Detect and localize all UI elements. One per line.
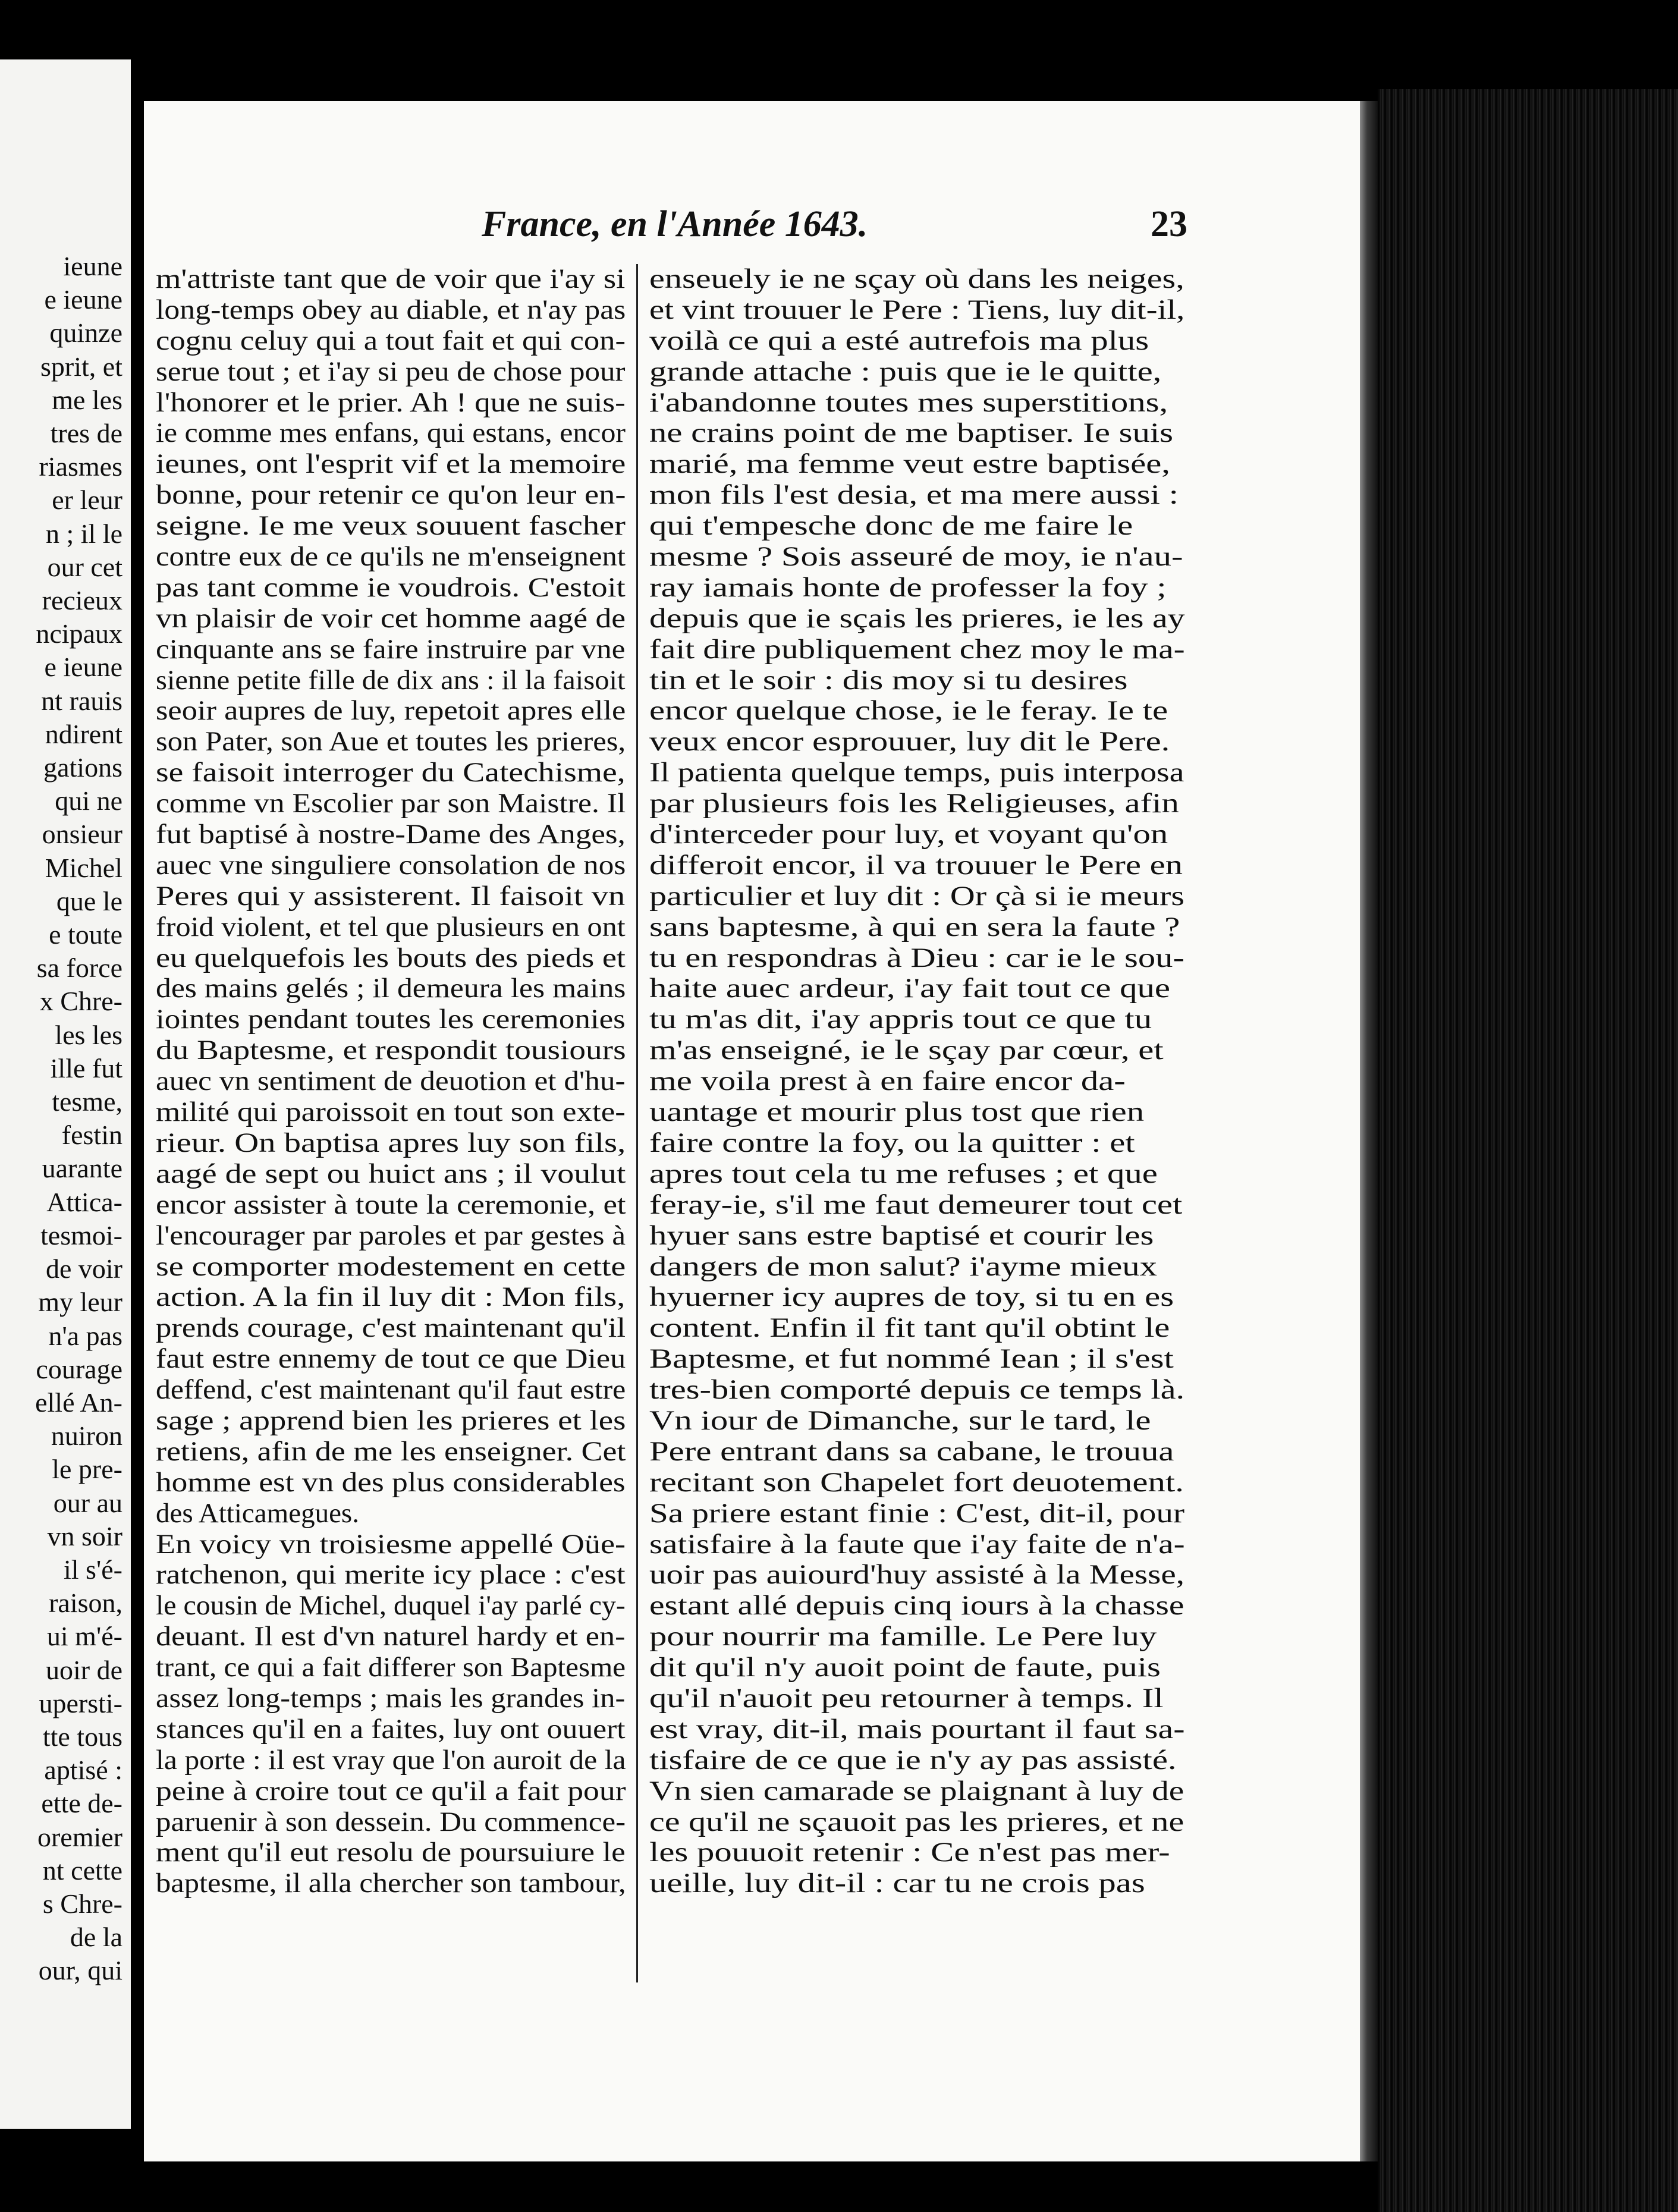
book-gutter <box>131 0 144 2212</box>
text-line: long-temps obey au diable, et n'ay pas <box>156 294 626 325</box>
text-line: faire contre la foy, ou la quitter : et <box>649 1127 1135 1158</box>
text-line: uoir pas auiourd'huy assisté à la Messe, <box>649 1560 1184 1591</box>
text-line: retiens, afin de me les enseigner. Cet <box>156 1436 626 1467</box>
text-line: recieux <box>42 585 122 616</box>
text-line: uantage et mourir plus tost que rien <box>649 1097 1145 1128</box>
text-line: grande attache : puis que ie le quitte, <box>649 356 1162 387</box>
text-line: veux encor esprouuer, luy dit le Pere. <box>649 727 1170 758</box>
text-line: aptisé : <box>44 1755 122 1786</box>
text-line: haite auec ardeur, i'ay fait tout ce que <box>649 973 1170 1004</box>
text-line: les les <box>55 1019 122 1050</box>
text-line: ueille, luy dit-il : car tu ne crois pas <box>649 1868 1145 1899</box>
text-line: Pere entrant dans sa cabane, le trouua <box>649 1436 1174 1467</box>
text-line: des mains gelés ; il demeura les mains <box>156 973 626 1004</box>
text-line: ette de- <box>41 1788 122 1819</box>
text-line: de voir <box>45 1253 122 1284</box>
text-line: qui t'empesche donc de me faire le <box>649 511 1133 542</box>
text-line: i'abandonne toutes mes superstitions, <box>649 387 1168 418</box>
text-line: ncipaux <box>36 618 122 649</box>
text-line: par plusieurs fois les Religieuses, afin <box>649 788 1179 819</box>
text-column-right <box>649 264 1184 1899</box>
text-line: peine à croire tout ce qu'il a fait pour <box>156 1776 626 1806</box>
text-line: deuant. Il est d'vn naturel hardy et en- <box>156 1622 626 1652</box>
text-line: encor quelque chose, ie le feray. Ie te <box>649 696 1168 727</box>
text-line: gations <box>43 752 122 783</box>
text-line: Peres qui y assisterent. Il faisoit vn <box>156 881 626 912</box>
text-line: uoir de <box>45 1654 122 1685</box>
text-line: auec vne singuliere consolation de nos <box>156 850 626 881</box>
text-line: trant, ce qui a fait differer son Baptesme <box>156 1652 626 1683</box>
text-line: ce qu'il ne sçauoit pas les prieres, et ne <box>649 1806 1184 1837</box>
text-line: pas tant comme ie voudrois. C'estoit <box>156 572 626 603</box>
text-line: apres tout cela tu me refuses ; et que <box>649 1158 1158 1189</box>
text-line: la porte : il est vray que l'on auroit de la <box>156 1745 626 1776</box>
text-line: fut baptisé à nostre-Dame des Anges, <box>156 819 626 850</box>
text-line: our au <box>53 1487 122 1518</box>
text-line: d'interceder pour luy, et voyant qu'on <box>649 819 1168 850</box>
text-line: ellé An- <box>35 1387 122 1418</box>
text-line: les pouuoit retenir : Ce n'est pas mer- <box>649 1837 1170 1868</box>
text-line: m'as enseigné, ie le sçay par cœur, et <box>649 1035 1164 1066</box>
facing-page-column <box>0 250 122 1988</box>
text-line: encor assister à toute la ceremonie, et <box>156 1189 626 1220</box>
text-line: le cousin de Michel, duquel i'ay parlé cy- <box>156 1591 626 1622</box>
text-line: vn plaisir de voir cet homme aagé de <box>156 603 626 634</box>
text-line: particulier et luy dit : Or çà si ie meurs <box>649 881 1184 912</box>
text-line: my leur <box>38 1287 122 1318</box>
text-line: tin et le soir : dis moy si tu desires <box>649 665 1128 696</box>
text-line: homme est vn des plus considerables <box>156 1467 626 1498</box>
text-line: Il patienta quelque temps, puis interposa <box>649 758 1184 788</box>
text-line: content. Enfin il fit tant qu'il obtint le <box>649 1313 1170 1344</box>
text-line: onsieur <box>42 819 122 850</box>
text-line: Vn iour de Dimanche, sur le tard, le <box>649 1405 1151 1436</box>
text-line: riasmes <box>39 451 122 482</box>
text-line: our cet <box>47 551 122 582</box>
text-line: le pre- <box>52 1454 122 1485</box>
text-line: paruenir à son dessein. Du commence- <box>156 1806 626 1837</box>
text-line: depuis que ie sçais les prieres, ie les ay <box>649 603 1185 634</box>
text-line: seigne. Ie me veux souuent fascher <box>156 511 626 542</box>
text-line: ieunes, ont l'esprit vif et la memoire <box>156 449 626 480</box>
text-line: nt cette <box>42 1855 122 1886</box>
text-line: s Chre- <box>42 1888 122 1919</box>
text-line: m'attriste tant que de voir que i'ay si <box>156 264 626 294</box>
text-line: tesme, <box>52 1086 122 1117</box>
text-line: oremier <box>37 1821 122 1852</box>
text-line: tesmoi- <box>40 1220 122 1250</box>
text-line: rieur. On baptisa apres luy son fils, <box>156 1127 626 1158</box>
text-line: comme vn Escolier par son Maistre. Il <box>156 788 626 819</box>
text-line: sienne petite fille de dix ans : il la faisoit <box>156 665 626 696</box>
text-line: se comporter modestement en cette <box>156 1251 626 1282</box>
text-line: contre eux de ce qu'ils ne m'enseignent <box>156 542 626 573</box>
text-line: froid violent, et tel que plusieurs en ont <box>156 912 626 942</box>
text-line: l'honorer et le prier. Ah ! que ne suis- <box>156 387 626 418</box>
text-line: me les <box>52 384 122 415</box>
text-line: tres de <box>50 418 122 449</box>
column-divider <box>636 264 638 1982</box>
text-line: assez long-temps ; mais les grandes in- <box>156 1683 626 1714</box>
text-line: qu'il n'auoit peu retourner à temps. Il <box>649 1683 1164 1714</box>
text-line: Vn sien camarade se plaignant à luy de <box>649 1776 1184 1806</box>
text-line: tu en respondras à Dieu : car ie le sou- <box>649 942 1184 973</box>
text-line: marié, ma femme veut estre baptisée, <box>649 449 1170 480</box>
text-line: recitant son Chapelet fort deuotement. <box>649 1467 1184 1498</box>
text-line: eu quelquefois les bouts des pieds et <box>156 942 626 973</box>
text-line: courage <box>36 1353 122 1384</box>
text-line: ieune <box>63 251 122 281</box>
text-line: raison, <box>49 1588 122 1619</box>
text-line: voilà ce qui a esté autrefois ma plus <box>649 325 1149 356</box>
text-line: dit qu'il n'y auoit point de faute, puis <box>649 1652 1161 1683</box>
text-line: quinze <box>49 318 122 348</box>
text-line: sans baptesme, à qui en sera la faute ? <box>649 912 1180 942</box>
text-line: cinquante ans se faire instruire par vne <box>156 634 626 665</box>
text-line: fait dire publiquement chez moy le ma- <box>649 634 1185 665</box>
text-line: seoir aupres de luy, repetoit apres elle <box>156 696 626 727</box>
text-line: baptesme, il alla chercher son tambour, <box>156 1868 626 1899</box>
text-line: n'a pas <box>48 1320 122 1351</box>
text-line: faut estre ennemy de tout ce que Dieu <box>156 1344 626 1375</box>
text-line: sa force <box>36 953 122 984</box>
page-shadow-edge <box>1360 101 1378 2161</box>
text-line: enseuely ie ne sçay où dans les neiges, <box>649 264 1184 294</box>
text-line: tisfaire de ce que ie n'y ay pas assisté. <box>649 1745 1177 1776</box>
text-line: En voicy vn troisiesme appellé Oüe- <box>156 1529 626 1560</box>
text-line: iointes pendant toutes les ceremonies <box>156 1004 626 1035</box>
text-line: tu m'as dit, i'ay appris tout ce que tu <box>649 1004 1152 1035</box>
text-line: festin <box>61 1120 122 1151</box>
text-line: feray-ie, s'il me faut demeurer tout cet <box>649 1189 1183 1220</box>
text-line: uarante <box>42 1153 122 1184</box>
text-line: action. A la fin il luy dit : Mon fils, <box>156 1282 626 1313</box>
text-line: vn soir <box>47 1520 122 1551</box>
text-line: auec vn sentiment de deuotion et d'hu- <box>156 1066 626 1097</box>
text-line: tres-bien comporté depuis ce temps là. <box>649 1375 1185 1406</box>
text-line: sprit, et <box>40 351 122 382</box>
text-line: x Chre- <box>39 986 122 1017</box>
text-line: estant allé depuis cinq iours à la chasse <box>649 1591 1184 1622</box>
text-line: ratchenon, qui merite icy place : c'est <box>156 1560 626 1591</box>
text-line: nuiron <box>51 1421 122 1451</box>
text-line: l'encourager par paroles et par gestes à <box>156 1220 626 1251</box>
text-line: n ; il le <box>45 518 122 549</box>
text-line: ui m'é- <box>46 1621 122 1652</box>
text-line: Baptesme, et fut nommé Iean ; il s'est <box>649 1344 1174 1375</box>
text-line: ne crains point de me baptiser. Ie suis <box>649 418 1174 449</box>
text-line: mesme ? Sois asseuré de moy, ie n'au- <box>649 542 1183 573</box>
text-line: serue tout ; et i'ay si peu de chose pour <box>156 356 626 387</box>
text-line: hyuerner icy aupres de toy, si tu en es <box>649 1282 1174 1313</box>
text-line: hyuer sans estre baptisé et courir les <box>649 1220 1154 1251</box>
text-line: qui ne <box>55 785 122 816</box>
book-fore-edge <box>1378 89 1678 2212</box>
text-line: bonne, pour retenir ce qu'on leur en- <box>156 480 626 511</box>
text-line: sage ; apprend bien les prieres et les <box>156 1405 626 1436</box>
text-line: me voila prest à en faire encor da- <box>649 1066 1126 1097</box>
text-line: milité qui paroissoit en tout son exte- <box>156 1097 626 1128</box>
text-line: mon fils l'est desia, et ma mere aussi : <box>649 480 1179 511</box>
text-line: e toute <box>49 919 122 950</box>
text-line: prends courage, c'est maintenant qu'il <box>156 1313 626 1344</box>
text-line: ment qu'il eut resolu de poursuiure le <box>156 1837 626 1868</box>
text-line: pour nourrir ma famille. Le Pere luy <box>649 1622 1157 1652</box>
text-line: ray iamais honte de professer la foy ; <box>649 572 1167 603</box>
text-line: er leur <box>52 485 122 516</box>
text-line: dangers de mon salut? i'ayme mieux <box>649 1251 1158 1282</box>
text-line: il s'é- <box>64 1554 122 1585</box>
text-line: que le <box>56 885 122 916</box>
text-line: satisfaire à la faute que i'ay faite de n'a- <box>649 1529 1185 1560</box>
text-line: deffend, c'est maintenant qu'il faut estre <box>156 1375 626 1406</box>
text-line: cognu celuy qui a tout fait et qui con- <box>156 325 626 356</box>
text-line: de la <box>70 1922 122 1953</box>
text-line: ndirent <box>45 718 122 749</box>
text-line: Sa priere estant finie : C'est, dit-il, pour <box>649 1498 1184 1529</box>
text-line: tte tous <box>42 1721 122 1752</box>
text-line: Attica- <box>46 1186 122 1217</box>
page-number: 23 <box>1151 204 1187 244</box>
text-line: ie comme mes enfans, qui estans, encor <box>156 418 626 449</box>
text-line: son Pater, son Aue et toutes les prieres, <box>156 727 626 758</box>
text-line: du Baptesme, et respondit tousiours <box>156 1035 626 1066</box>
text-line: e ieune <box>44 284 122 315</box>
text-line: est vray, dit-il, mais pourtant il faut sa- <box>649 1714 1185 1745</box>
text-line: se faisoit interroger du Catechisme, <box>156 758 626 788</box>
text-line: nt rauis <box>41 685 122 716</box>
text-line: stances qu'il en a faites, luy ont ouuert <box>156 1714 626 1745</box>
text-line: Michel <box>45 852 122 883</box>
text-line: aagé de sept ou huict ans ; il voulut <box>156 1158 626 1189</box>
text-line: upersti- <box>39 1688 122 1718</box>
text-line: des Atticamegues. <box>156 1498 359 1529</box>
text-line: ille fut <box>50 1052 122 1083</box>
text-line: differoit encor, il va trouuer le Pere en <box>649 850 1183 881</box>
facing-page-fragment <box>0 59 131 2129</box>
text-line: et vint trouuer le Pere : Tiens, luy dit-il, <box>649 294 1185 325</box>
text-line: e ieune <box>44 652 122 683</box>
running-title: France, en l'Année 1643. <box>482 204 868 244</box>
text-column-left <box>156 264 626 1899</box>
text-line: our, qui <box>38 1955 122 1986</box>
